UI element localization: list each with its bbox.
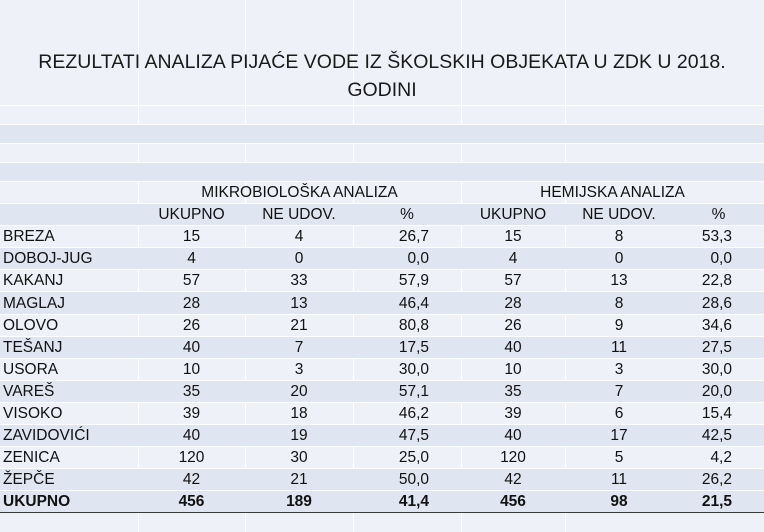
chem-total-cell: 26 [461, 314, 565, 336]
chem-total-cell: 40 [461, 336, 565, 358]
chem-total-cell: 40 [461, 425, 565, 447]
table-row [0, 314, 764, 336]
municipality-cell: DOBOJ-JUG [0, 248, 138, 270]
micro-total-cell: 456 [138, 491, 245, 513]
micro-total-cell: 42 [138, 469, 245, 491]
municipality-cell: OLOVO [0, 314, 138, 336]
title-line-2: GODINI [347, 79, 417, 101]
chem-total-cell: 4 [461, 248, 565, 270]
chem-pct-header: % [673, 204, 764, 226]
table-row [0, 358, 764, 380]
chem-pct-cell: 53,3 [673, 226, 764, 248]
micro-pct-cell: 0,0 [353, 248, 461, 270]
chem-pct-cell: 28,6 [673, 292, 764, 314]
table-row [0, 425, 764, 447]
micro-total-cell: 40 [138, 336, 245, 358]
micro-pct-cell: 57,1 [353, 380, 461, 402]
micro-total-cell: 120 [138, 447, 245, 469]
chem-pct-cell: 22,8 [673, 270, 764, 292]
micro-total-cell: 39 [138, 402, 245, 424]
municipality-cell: ZAVIDOVIĆI [0, 425, 138, 447]
micro-total-cell: 26 [138, 314, 245, 336]
blank-row [0, 144, 764, 163]
micro-pct-cell: 41,4 [353, 491, 461, 513]
page-title [0, 48, 764, 104]
municipality-cell: VAREŠ [0, 380, 138, 402]
chem-total-cell: 35 [461, 380, 565, 402]
chem-notok-cell: 9 [565, 314, 673, 336]
micro-pct-cell: 17,5 [353, 336, 461, 358]
chem-notok-cell: 7 [565, 380, 673, 402]
chem-notok-header: NE UDOV. [565, 204, 673, 226]
table-row [0, 380, 764, 402]
micro-pct-header: % [353, 204, 461, 226]
chem-notok-cell: 11 [565, 336, 673, 358]
micro-pct-cell: 46,2 [353, 402, 461, 424]
chem-notok-cell: 98 [565, 491, 673, 513]
chem-notok-cell: 5 [565, 447, 673, 469]
chem-total-cell: 120 [461, 447, 565, 469]
chem-pct-cell: 15,4 [673, 402, 764, 424]
column-header-row [0, 204, 764, 226]
micro-notok-cell: 7 [245, 336, 353, 358]
micro-notok-cell: 18 [245, 402, 353, 424]
municipality-cell: MAGLAJ [0, 292, 138, 314]
micro-total-cell: 28 [138, 292, 245, 314]
micro-pct-cell: 50,0 [353, 469, 461, 491]
blank-row [0, 106, 764, 125]
chem-total-cell: 57 [461, 270, 565, 292]
municipality-cell: VISOKO [0, 402, 138, 424]
chem-pct-cell: 27,5 [673, 336, 764, 358]
chem-pct-cell: 21,5 [673, 491, 764, 513]
micro-notok-cell: 189 [245, 491, 353, 513]
chem-notok-cell: 13 [565, 270, 673, 292]
micro-notok-cell: 0 [245, 248, 353, 270]
chem-notok-cell: 17 [565, 425, 673, 447]
micro-total-cell: 10 [138, 358, 245, 380]
micro-total-cell: 57 [138, 270, 245, 292]
micro-pct-cell: 26,7 [353, 226, 461, 248]
municipality-cell: ZENICA [0, 447, 138, 469]
table-row [0, 447, 764, 469]
table-row [0, 226, 764, 248]
table-row [0, 292, 764, 314]
micro-pct-cell: 47,5 [353, 425, 461, 447]
municipality-cell: TEŠANJ [0, 336, 138, 358]
chem-notok-cell: 11 [565, 469, 673, 491]
micro-total-header: UKUPNO [138, 204, 245, 226]
micro-notok-cell: 21 [245, 469, 353, 491]
chem-notok-cell: 0 [565, 248, 673, 270]
chem-pct-cell: 34,6 [673, 314, 764, 336]
micro-total-cell: 4 [138, 248, 245, 270]
micro-total-cell: 15 [138, 226, 245, 248]
results-table [0, 105, 764, 513]
table-row [0, 336, 764, 358]
blank-row [0, 125, 764, 144]
micro-notok-cell: 33 [245, 270, 353, 292]
chem-total-cell: 10 [461, 358, 565, 380]
group-header-row [0, 182, 764, 204]
chem-pct-cell: 20,0 [673, 380, 764, 402]
micro-pct-cell: 57,9 [353, 270, 461, 292]
micro-total-cell: 40 [138, 425, 245, 447]
blank-row [0, 163, 764, 182]
total-row [0, 491, 764, 513]
table-row [0, 270, 764, 292]
micro-notok-cell: 4 [245, 226, 353, 248]
municipality-cell: KAKANJ [0, 270, 138, 292]
chem-total-cell: 42 [461, 469, 565, 491]
micro-group-header: MIKROBIOLOŠKA ANALIZA [138, 182, 461, 204]
chem-pct-cell: 0,0 [673, 248, 764, 270]
chem-total-cell: 15 [461, 226, 565, 248]
chem-total-cell: 39 [461, 402, 565, 424]
municipality-cell: BREZA [0, 226, 138, 248]
micro-pct-cell: 30,0 [353, 358, 461, 380]
table-row [0, 248, 764, 270]
municipality-cell: USORA [0, 358, 138, 380]
micro-notok-cell: 21 [245, 314, 353, 336]
micro-pct-cell: 25,0 [353, 447, 461, 469]
micro-total-cell: 35 [138, 380, 245, 402]
chem-total-header: UKUPNO [461, 204, 565, 226]
chem-pct-cell: 42,5 [673, 425, 764, 447]
chem-notok-cell: 8 [565, 292, 673, 314]
municipality-cell: UKUPNO [0, 491, 138, 513]
chem-pct-cell: 30,0 [673, 358, 764, 380]
micro-pct-cell: 46,4 [353, 292, 461, 314]
micro-notok-cell: 13 [245, 292, 353, 314]
chem-group-header: HEMIJSKA ANALIZA [461, 182, 764, 204]
micro-notok-header: NE UDOV. [245, 204, 353, 226]
chem-notok-cell: 8 [565, 226, 673, 248]
micro-notok-cell: 19 [245, 425, 353, 447]
table-row [0, 402, 764, 424]
micro-notok-cell: 30 [245, 447, 353, 469]
chem-pct-cell: 26,2 [673, 469, 764, 491]
table-row [0, 469, 764, 491]
chem-pct-cell: 4,2 [673, 447, 764, 469]
title-line-1: REZULTATI ANALIZA PIJAĆE VODE IZ ŠKOLSKIH OBJEKATA U ZDK U 2018. [38, 51, 726, 73]
micro-notok-cell: 20 [245, 380, 353, 402]
chem-notok-cell: 3 [565, 358, 673, 380]
chem-notok-cell: 6 [565, 402, 673, 424]
micro-pct-cell: 80,8 [353, 314, 461, 336]
chem-total-cell: 28 [461, 292, 565, 314]
chem-total-cell: 456 [461, 491, 565, 513]
municipality-cell: ŽEPČE [0, 469, 138, 491]
micro-notok-cell: 3 [245, 358, 353, 380]
